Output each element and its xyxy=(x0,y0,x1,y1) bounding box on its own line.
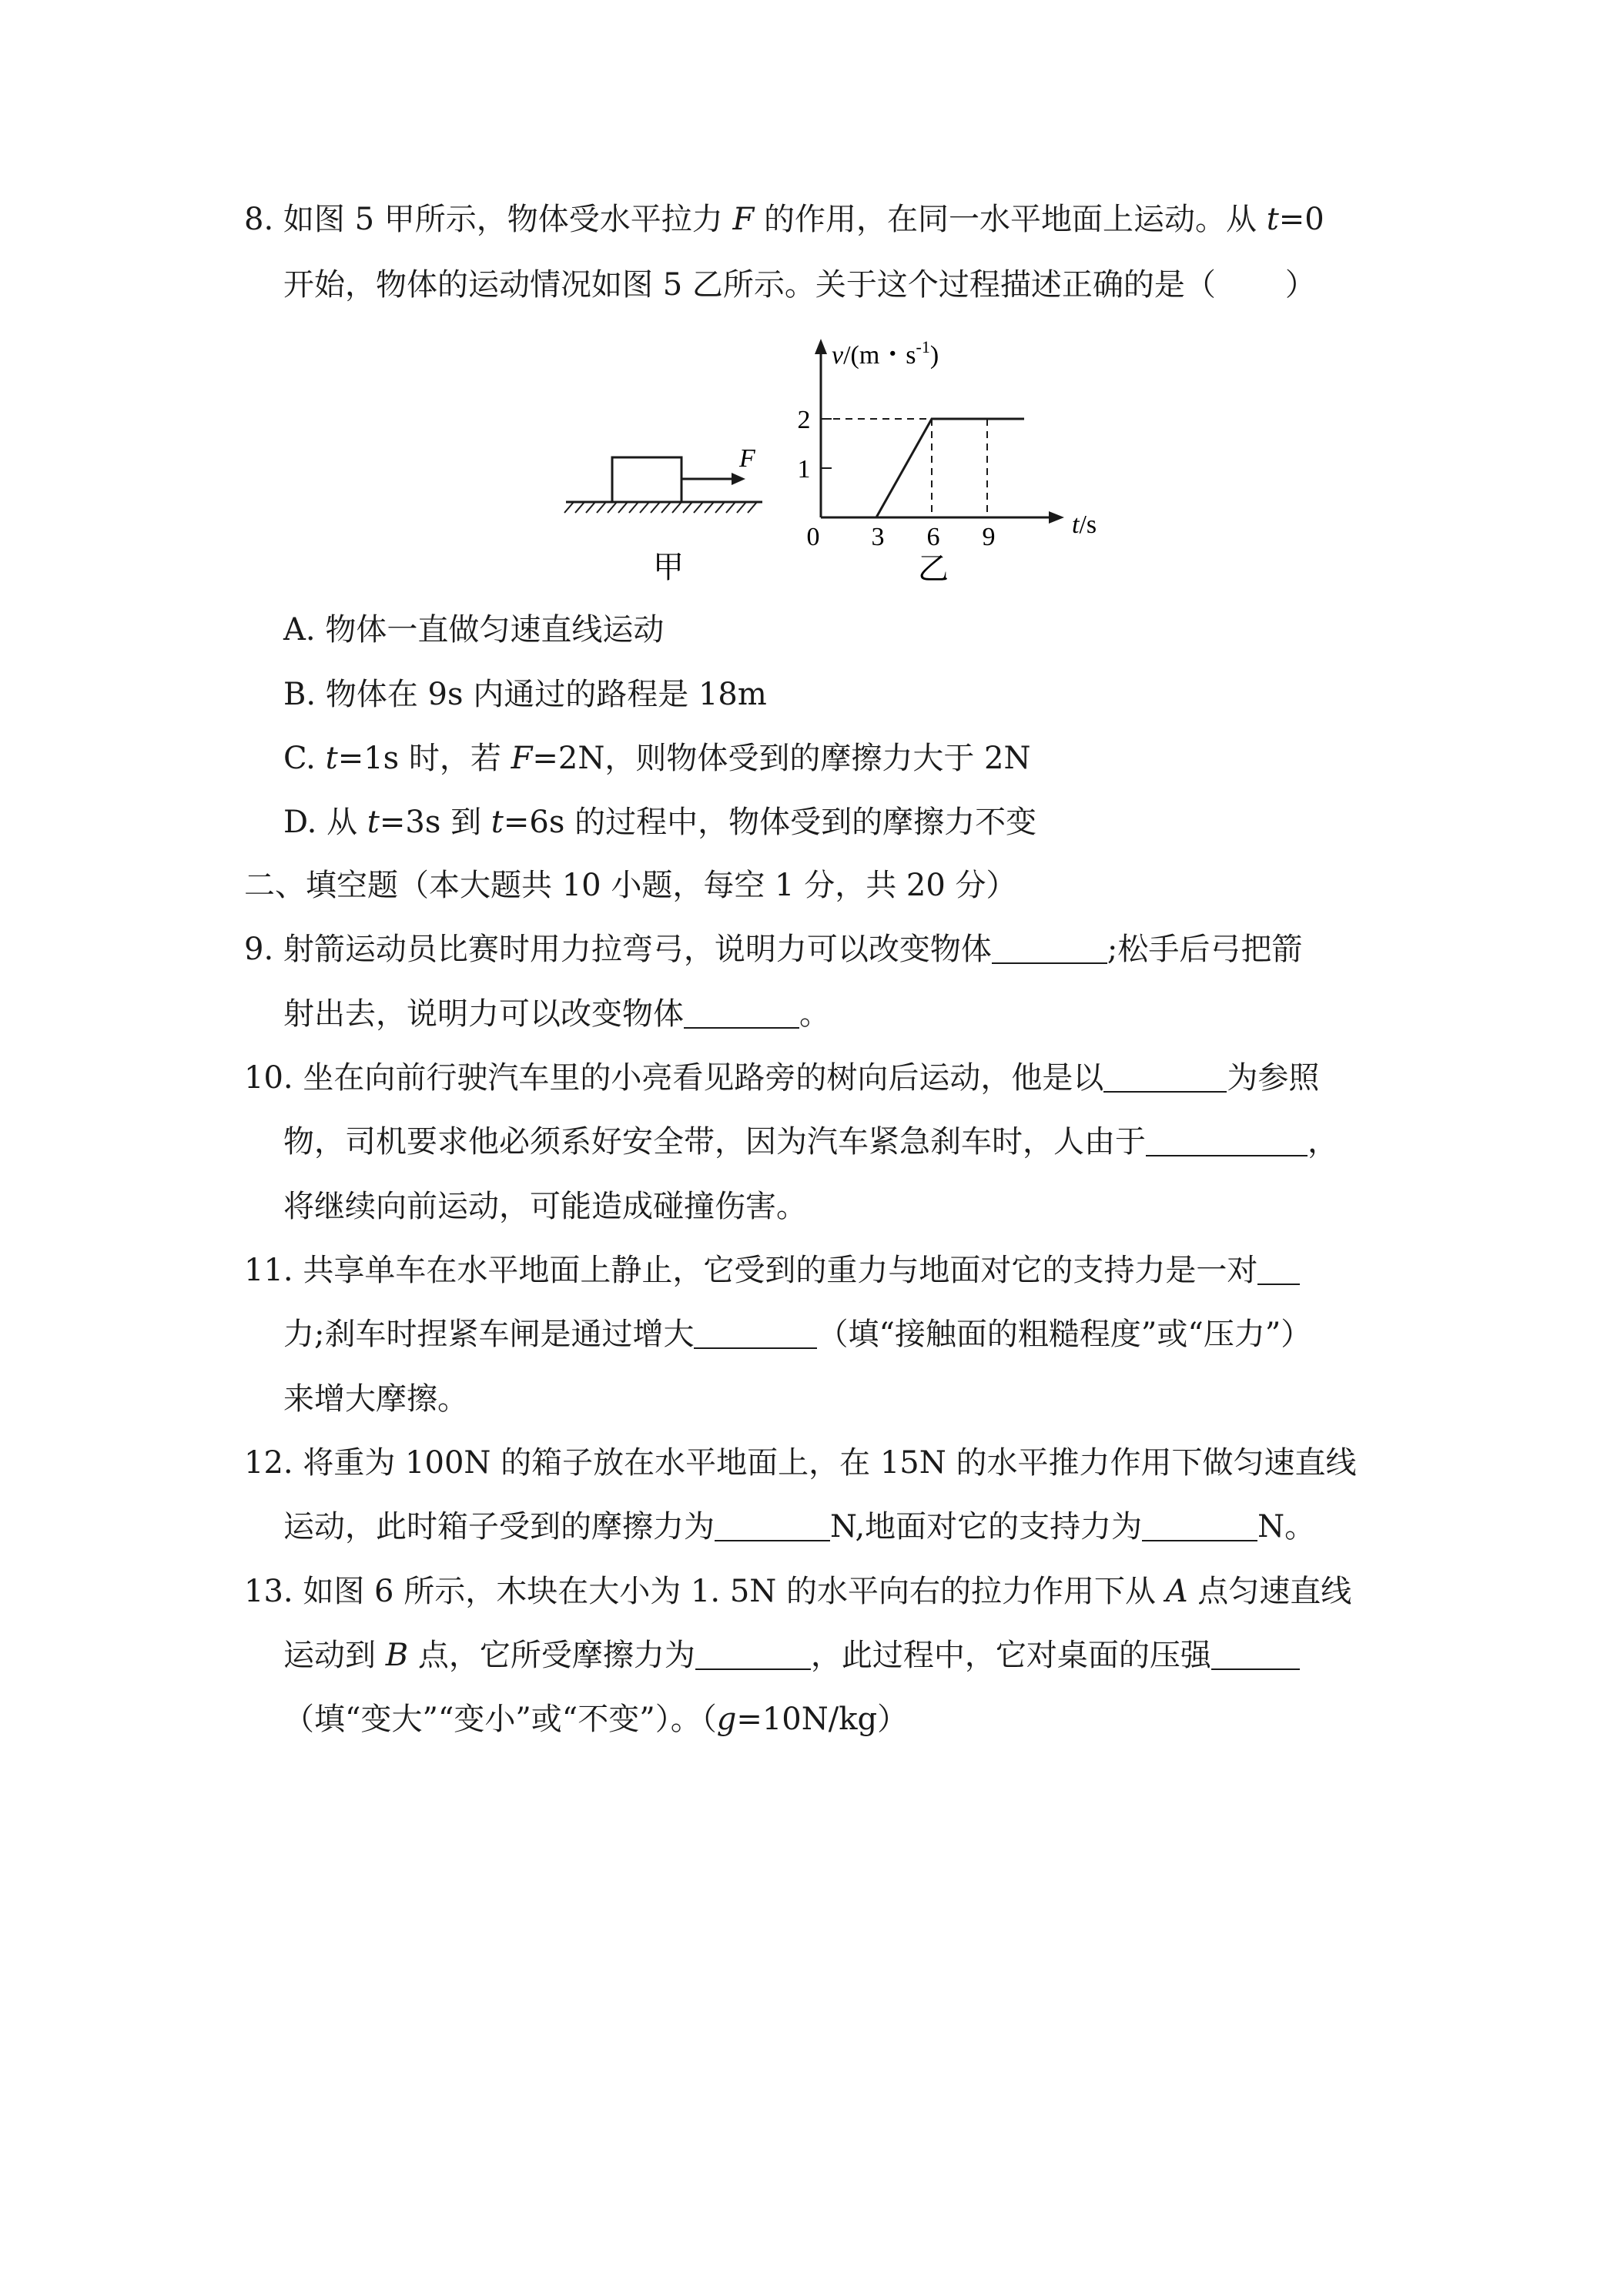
q8-number: 8. xyxy=(244,202,274,237)
q8-var-F: F xyxy=(732,202,755,237)
figure-yi-vt-graph xyxy=(798,337,1097,586)
q12-line2: 运动，此时箱子受到的摩擦力为 N,地面对它的支持力为 N。 xyxy=(283,1509,1316,1545)
q10-line3: 将继续向前运动，可能造成碰撞伤害。 xyxy=(283,1189,807,1224)
q13-line3: （填“变大”“变小”或“不变”）。（g=10N/kg） xyxy=(283,1702,909,1737)
q11-number: 11. xyxy=(244,1253,293,1288)
q8-line1: 8. 如图 5 甲所示，物体受水平拉力 F 的作用，在同一水平地面上运动。从 t=0 xyxy=(244,202,1324,237)
q12-blank-2[interactable] xyxy=(1142,1512,1257,1541)
q10-number: 10. xyxy=(244,1060,293,1096)
q12-line1: 12. 将重为 100N 的箱子放在水平地面上，在 15N 的水平推力作用下做匀速直线 xyxy=(244,1445,1357,1481)
q11-line2: 力;刹车时捏紧车闸是通过增大 （填“接触面的粗糙程度”或“压力”） xyxy=(283,1317,1312,1352)
q13-line1: 13. 如图 6 所示，木块在大小为 1. 5N 的水平向右的拉力作用下从 A 点匀速直线 xyxy=(244,1574,1352,1609)
figure-jia-label: 甲 xyxy=(653,550,684,584)
q13-blank-2[interactable] xyxy=(1211,1641,1300,1670)
q12-number: 12. xyxy=(244,1445,293,1481)
q8-option-a: A. 物体一直做匀速直线运动 xyxy=(283,612,665,648)
q8-var-t: t xyxy=(1266,202,1279,237)
q9-line2: 射出去，说明力可以改变物体 。 xyxy=(283,996,830,1032)
q8-option-b: B. 物体在 9s 内通过的路程是 18m xyxy=(283,677,767,712)
section2-title: 二、填空题（本大题共 10 小题，每空 1 分，共 20 分） xyxy=(244,868,1017,903)
force-label: F xyxy=(739,444,755,473)
series-line-velocity xyxy=(821,419,1024,517)
x-axis-label: t/s xyxy=(1072,510,1097,539)
q10-line2: 物，司机要求他必须系好安全带，因为汽车紧急刹车时，人由于 ， xyxy=(283,1124,1338,1160)
y-tick-label-1: 1 xyxy=(797,455,811,484)
q11-blank-1[interactable] xyxy=(1257,1256,1300,1285)
figure-jia xyxy=(564,444,762,584)
q8-option-d: D. 从 t=3s 到 t=6s 的过程中，物体受到的摩擦力不变 xyxy=(283,805,1037,840)
x-tick-label-6: 6 xyxy=(926,523,940,551)
q10-line1: 10. 坐在向前行驶汽车里的小亮看见路旁的树向后运动，他是以 为参照 xyxy=(244,1060,1320,1096)
y-axis-arrow xyxy=(815,339,827,354)
q9-line1: 9. 射箭运动员比赛时用力拉弯弓，说明力可以改变物体 ;松手后弓把箭 xyxy=(244,932,1303,967)
q13-number: 13. xyxy=(244,1574,293,1609)
y-tick-label-2: 2 xyxy=(797,406,811,434)
q11-blank-2[interactable] xyxy=(694,1320,817,1349)
q9-blank-1[interactable] xyxy=(992,935,1107,964)
force-arrow-head xyxy=(732,473,745,485)
q13-line2: 运动到 B 点，它所受摩擦力为 ，此过程中，它对桌面的压强 xyxy=(283,1636,1300,1675)
q11-line3: 来增大摩擦。 xyxy=(283,1381,468,1417)
q11-line1: 11. 共享单车在水平地面上静止，它受到的重力与地面对它的支持力是一对 xyxy=(244,1251,1300,1290)
vt-marks xyxy=(798,406,1025,551)
q9-number: 9. xyxy=(244,932,274,967)
figure-yi-label: 乙 xyxy=(918,551,949,586)
q10-blank-2[interactable] xyxy=(1146,1127,1308,1156)
block xyxy=(612,457,681,502)
x-axis-arrow xyxy=(1049,511,1064,524)
x-tick-label-9: 9 xyxy=(982,523,996,551)
ground-hatch xyxy=(564,502,757,513)
y-axis-label: v/(m・$s^{-1}$) xyxy=(832,337,939,370)
q8-option-c: C. t=1s 时，若 F=2N，则物体受到的摩擦力大于 2N xyxy=(283,741,1031,776)
x-tick-label-3: 3 xyxy=(871,523,885,551)
q10-blank-1[interactable] xyxy=(1103,1063,1227,1093)
q12-blank-1[interactable] xyxy=(715,1512,830,1541)
x-tick-label-0: 0 xyxy=(806,523,820,551)
q13-blank-1[interactable] xyxy=(695,1641,811,1670)
q9-blank-2[interactable] xyxy=(684,999,799,1029)
q8-line2: 开始，物体的运动情况如图 5 乙所示。关于这个过程描述正确的是（ ） xyxy=(283,267,1316,303)
